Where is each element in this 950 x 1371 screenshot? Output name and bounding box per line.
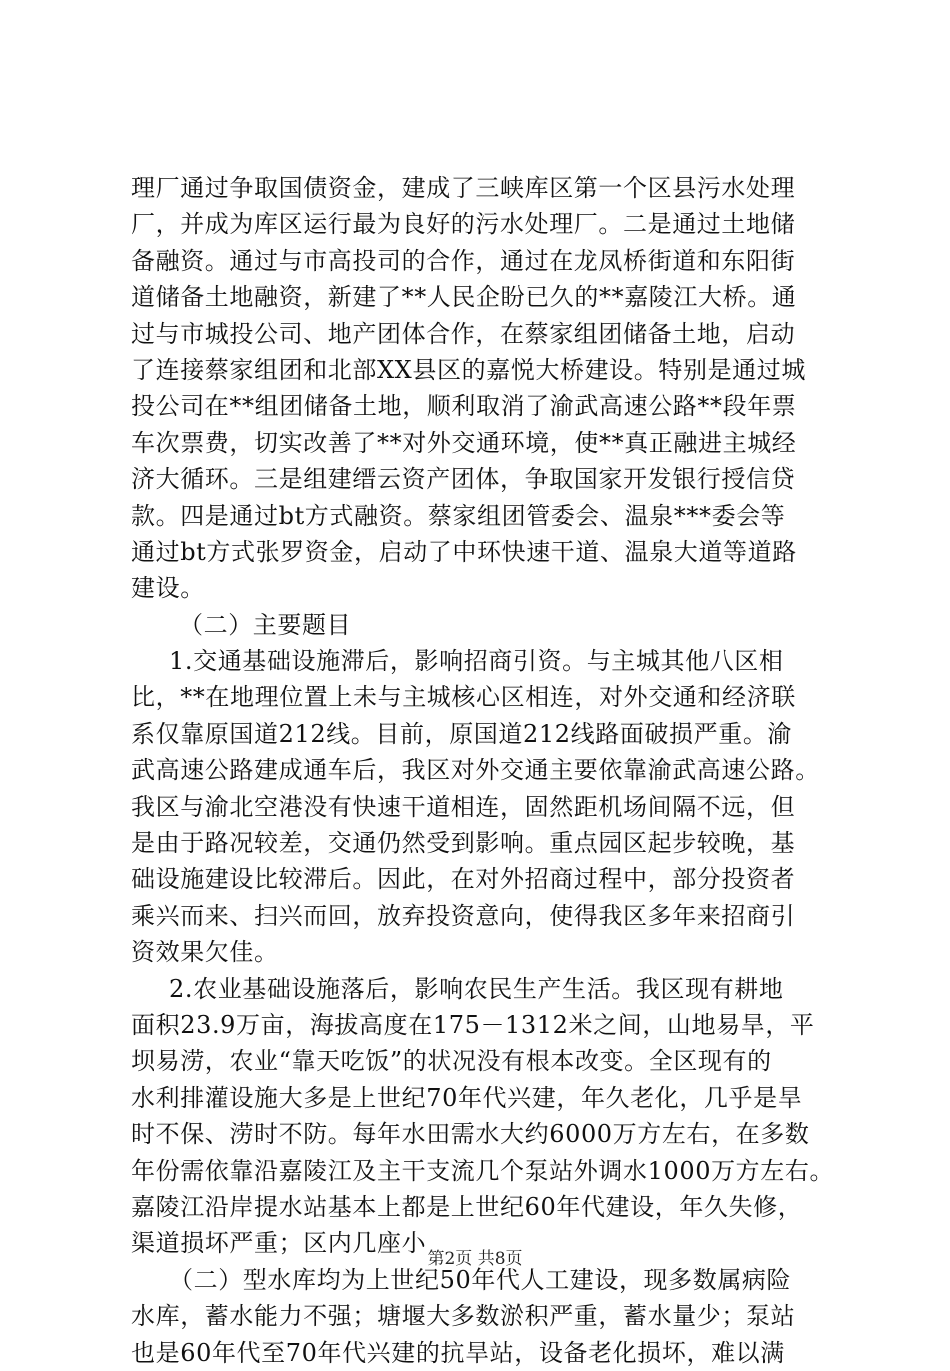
text-line: 建设。	[131, 574, 205, 603]
text-line: 2.农业基础设施落后，影响农民生产生活。我区现有耕地	[169, 974, 784, 1003]
text-line: 乘兴而来、扫兴而回，放弃投资意向，使得我区多年来招商引	[131, 901, 796, 930]
text-line: 车次票费，切实改善了**对外交通环境，使**真正融进主城经	[131, 428, 797, 457]
text-line: 款。四是通过bt方式融资。蔡家组团管委会、温泉***委会等	[131, 501, 786, 530]
text-line: 备融资。通过与市高投司的合作，通过在龙凤桥街道和东阳街	[131, 246, 796, 275]
text-line: 厂，并成为库区运行最为良好的污水处理厂。二是通过土地储	[131, 210, 796, 239]
text-line: 渠道损坏严重；区内几座小	[131, 1229, 427, 1258]
text-line: 嘉陵江沿岸提水站基本上都是上世纪60年代建设，年久失修，	[131, 1192, 803, 1221]
text-line: 1.交通基础设施滞后，影响招商引资。与主城其他八区相	[169, 647, 784, 676]
text-line: 水利排灌设施大多是上世纪70年代兴建，年久老化，几乎是旱	[131, 1083, 803, 1112]
text-line: 武高速公路建成通车后，我区对外交通主要依靠渝武高速公路。	[131, 756, 820, 785]
text-line: 通过bt方式张罗资金，启动了中环快速干道、温泉大道等道路	[131, 537, 797, 566]
text-line: 资效果欠佳。	[131, 938, 279, 967]
text-line: （二）型水库均为上世纪50年代人工建设，现多数属病险	[169, 1265, 792, 1294]
text-line: 水库，蓄水能力不强；塘堰大多数淤积严重，蓄水量少；泵站	[131, 1302, 796, 1331]
document-body	[131, 170, 851, 1371]
text-line: （二）主要题目	[179, 610, 352, 639]
text-line: 年份需依靠沿嘉陵江及主干支流几个泵站外调水1000万方左右。	[131, 1156, 835, 1185]
text-line: 过与市城投公司、地产团体合作，在蔡家组团储备土地，启动	[131, 319, 796, 348]
page-footer: 第2页 共8页	[427, 1249, 523, 1269]
text-line: 道储备土地融资，新建了**人民企盼已久的**嘉陵江大桥。通	[131, 283, 797, 312]
text-line: 是由于路况较差，交通仍然受到影响。重点园区起步较晚，基	[131, 829, 796, 858]
text-line: 理厂通过争取国债资金，建成了三峡库区第一个区县污水处理	[131, 174, 796, 202]
text-line: 也是60年代至70年代兴建的抗旱站，设备老化损坏，难以满	[131, 1338, 785, 1367]
text-line: 我区与渝北空港没有快速干道相连，固然距机场间隔不远，但	[131, 792, 796, 821]
text-line: 比，**在地理位置上未与主城核心区相连，对外交通和经济联	[131, 683, 796, 712]
text-line: 时不保、涝时不防。每年水田需水大约6000万方左右，在多数	[131, 1120, 810, 1149]
text-line: 了连接蔡家组团和北部XX县区的嘉悦大桥建设。特别是通过城	[131, 355, 806, 384]
text-line: 系仅靠原国道212线。目前，原国道212线路面破损严重。渝	[131, 719, 793, 748]
text-line: 面积23.9万亩，海拔高度在175－1312米之间，山地易旱，平	[131, 1010, 815, 1039]
text-line: 投公司在**组团储备土地，顺利取消了渝武高速公路**段年票	[131, 392, 797, 421]
text-line: 坝易涝，农业“靠天吃饭”的状况没有根本改变。全区现有的	[131, 1047, 772, 1076]
text-line: 础设施建设比较滞后。因此，在对外招商过程中，部分投资者	[131, 865, 796, 894]
text-line: 济大循环。三是组建缙云资产团体，争取国家开发银行授信贷	[131, 465, 796, 494]
